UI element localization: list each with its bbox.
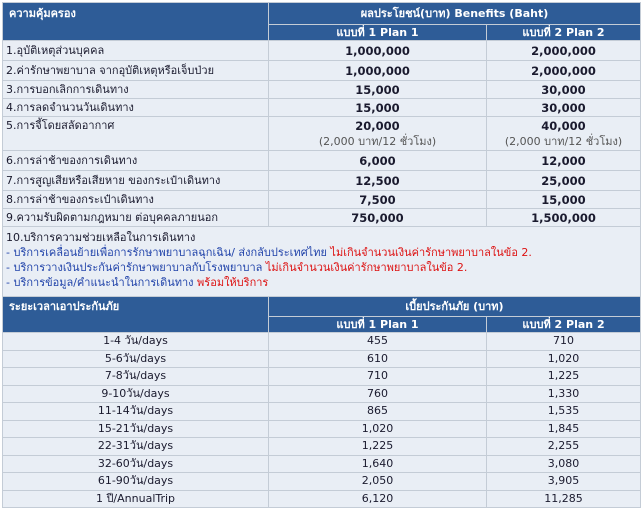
- premium-table: [2, 296, 641, 508]
- plan2-note: (2,000 บาท/12 ชั่วโมง): [504, 135, 623, 148]
- table-row: [3, 99, 641, 117]
- services-cell: [3, 227, 641, 297]
- period-label: 7-8วัน/days: [3, 368, 269, 386]
- table-row: [3, 191, 641, 209]
- coverage-label: 6.การล่าช้าของการเดินทาง: [3, 151, 269, 171]
- table-row: [3, 41, 641, 61]
- period-label: 1-4 วัน/days: [3, 333, 269, 351]
- premium-header: เบี้ยประกันภัย (บาท): [269, 297, 641, 317]
- period-label: 5-6วัน/days: [3, 350, 269, 368]
- period-label: 11-14วัน/days: [3, 403, 269, 421]
- period-label: 32-60วัน/days: [3, 455, 269, 473]
- plan2-premium: 1,535: [487, 403, 641, 421]
- plan2-header: แบบที่ 2 Plan 2: [487, 25, 641, 41]
- plan2-value: 30,000: [487, 81, 641, 99]
- period-label: 22-31วัน/days: [3, 438, 269, 456]
- plan2-header: แบบที่ 2 Plan 2: [487, 317, 641, 333]
- service-note: ไม่เกินจำนวนเงินค่ารักษาพยาบาลในข้อ 2.: [265, 261, 468, 274]
- plan1-value: 20,000: [355, 119, 400, 133]
- period-label: 1 ปี/AnnualTrip: [3, 490, 269, 508]
- service-text: - บริการวางเงินประกันค่ารักษาพยาบาลกับโรงพยาบาล: [6, 261, 263, 274]
- table-row: [3, 117, 641, 151]
- table-row: [3, 385, 641, 403]
- plan1-premium: 865: [269, 403, 487, 421]
- services-row: [3, 227, 641, 297]
- plan2-premium: 2,255: [487, 438, 641, 456]
- coverage-label: 1.อุบัติเหตุส่วนบุคคล: [3, 41, 269, 61]
- table-row: [3, 473, 641, 491]
- benefits-header-thai: ผลประโยชน์(บาท): [360, 6, 451, 20]
- plan1-premium: 1,640: [269, 455, 487, 473]
- table-row: [3, 151, 641, 171]
- plan2-premium: 3,080: [487, 455, 641, 473]
- table-row: [3, 455, 641, 473]
- period-header: ระยะเวลาเอาประกันภัย: [3, 297, 269, 333]
- service-item: [6, 275, 637, 290]
- plan2-premium: 710: [487, 333, 641, 351]
- table-row: [3, 209, 641, 227]
- plan1-premium: 2,050: [269, 473, 487, 491]
- table-row: [3, 61, 641, 81]
- plan2-value: 2,000,000: [487, 61, 641, 81]
- plan1-value: 15,000: [269, 99, 487, 117]
- plan2-premium: 1,330: [487, 385, 641, 403]
- plan2-premium: 1,845: [487, 420, 641, 438]
- service-note: ไม่เกินจำนวนเงินค่ารักษาพยาบาลในข้อ 2.: [330, 246, 532, 259]
- coverage-label: 9.ความรับผิดตามกฎหมาย ต่อบุคคลภายนอก: [3, 209, 269, 227]
- plan1-value: 12,500: [269, 171, 487, 191]
- plan2-value: 30,000: [487, 99, 641, 117]
- table-row: [3, 171, 641, 191]
- plan1-premium: 760: [269, 385, 487, 403]
- plan1-value: 1,000,000: [269, 41, 487, 61]
- plan2-value: 1,500,000: [487, 209, 641, 227]
- plan2-premium: 1,225: [487, 368, 641, 386]
- table-row: [3, 368, 641, 386]
- plan1-premium: 710: [269, 368, 487, 386]
- plan2-value: 12,000: [487, 151, 641, 171]
- coverage-header: ความคุ้มครอง: [3, 3, 269, 41]
- service-note: พร้อมให้บริการ: [197, 276, 269, 289]
- benefits-header-en: Benefits (Baht): [454, 6, 549, 20]
- service-item: [6, 260, 637, 275]
- plan1-value-cell: [269, 117, 487, 151]
- plan2-value: 40,000: [541, 119, 586, 133]
- plan1-value: 7,500: [269, 191, 487, 209]
- table-row: [3, 420, 641, 438]
- plan2-value: 25,000: [487, 171, 641, 191]
- services-title: 10.บริการความช่วยเหลือในการเดินทาง: [6, 231, 196, 244]
- coverage-label: 3.การบอกเลิกการเดินทาง: [3, 81, 269, 99]
- plan2-value-cell: [487, 117, 641, 151]
- plan2-premium: 1,020: [487, 350, 641, 368]
- plan1-value: 15,000: [269, 81, 487, 99]
- plan1-premium: 6,120: [269, 490, 487, 508]
- plan1-header: แบบที่ 1 Plan 1: [269, 25, 487, 41]
- plan1-premium: 1,020: [269, 420, 487, 438]
- coverage-label: 2.ค่ารักษาพยาบาล จากอุบัติเหตุหรือเจ็บป่วย: [3, 61, 269, 81]
- coverage-label: 7.การสูญเสียหรือเสียหาย ของกระเป๋าเดินทาง: [3, 171, 269, 191]
- coverage-label: 4.การลดจำนวนวันเดินทาง: [3, 99, 269, 117]
- period-label: 9-10วัน/days: [3, 385, 269, 403]
- plan1-premium: 455: [269, 333, 487, 351]
- plan1-header: แบบที่ 1 Plan 1: [269, 317, 487, 333]
- plan1-value: 750,000: [269, 209, 487, 227]
- table-row: [3, 490, 641, 508]
- coverage-label: 8.การล่าช้าของกระเป๋าเดินทาง: [3, 191, 269, 209]
- plan1-premium: 1,225: [269, 438, 487, 456]
- plan1-note: (2,000 บาท/12 ชั่วโมง): [318, 135, 437, 148]
- benefits-header: [269, 3, 641, 25]
- benefits-table: [2, 2, 641, 297]
- plan1-premium: 610: [269, 350, 487, 368]
- plan1-value: 1,000,000: [269, 61, 487, 81]
- service-text: - บริการเคลื่อนย้ายเพื่อการรักษาพยาบาลฉุกเฉิน/ ส่งกลับประเทศไทย: [6, 246, 327, 259]
- table-row: [3, 403, 641, 421]
- plan1-value: 6,000: [269, 151, 487, 171]
- table-row: [3, 350, 641, 368]
- plan2-premium: 3,905: [487, 473, 641, 491]
- coverage-label: 5.การจี้โดยสลัดอากาศ: [3, 117, 269, 151]
- plan2-value: 2,000,000: [487, 41, 641, 61]
- table-row: [3, 438, 641, 456]
- table-row: [3, 333, 641, 351]
- period-label: 61-90วัน/days: [3, 473, 269, 491]
- service-item: [6, 245, 637, 260]
- period-label: 15-21วัน/days: [3, 420, 269, 438]
- service-text: - บริการข้อมูล/คำแนะนำในการเดินทาง: [6, 276, 194, 289]
- table-row: [3, 81, 641, 99]
- plan2-value: 15,000: [487, 191, 641, 209]
- plan2-premium: 11,285: [487, 490, 641, 508]
